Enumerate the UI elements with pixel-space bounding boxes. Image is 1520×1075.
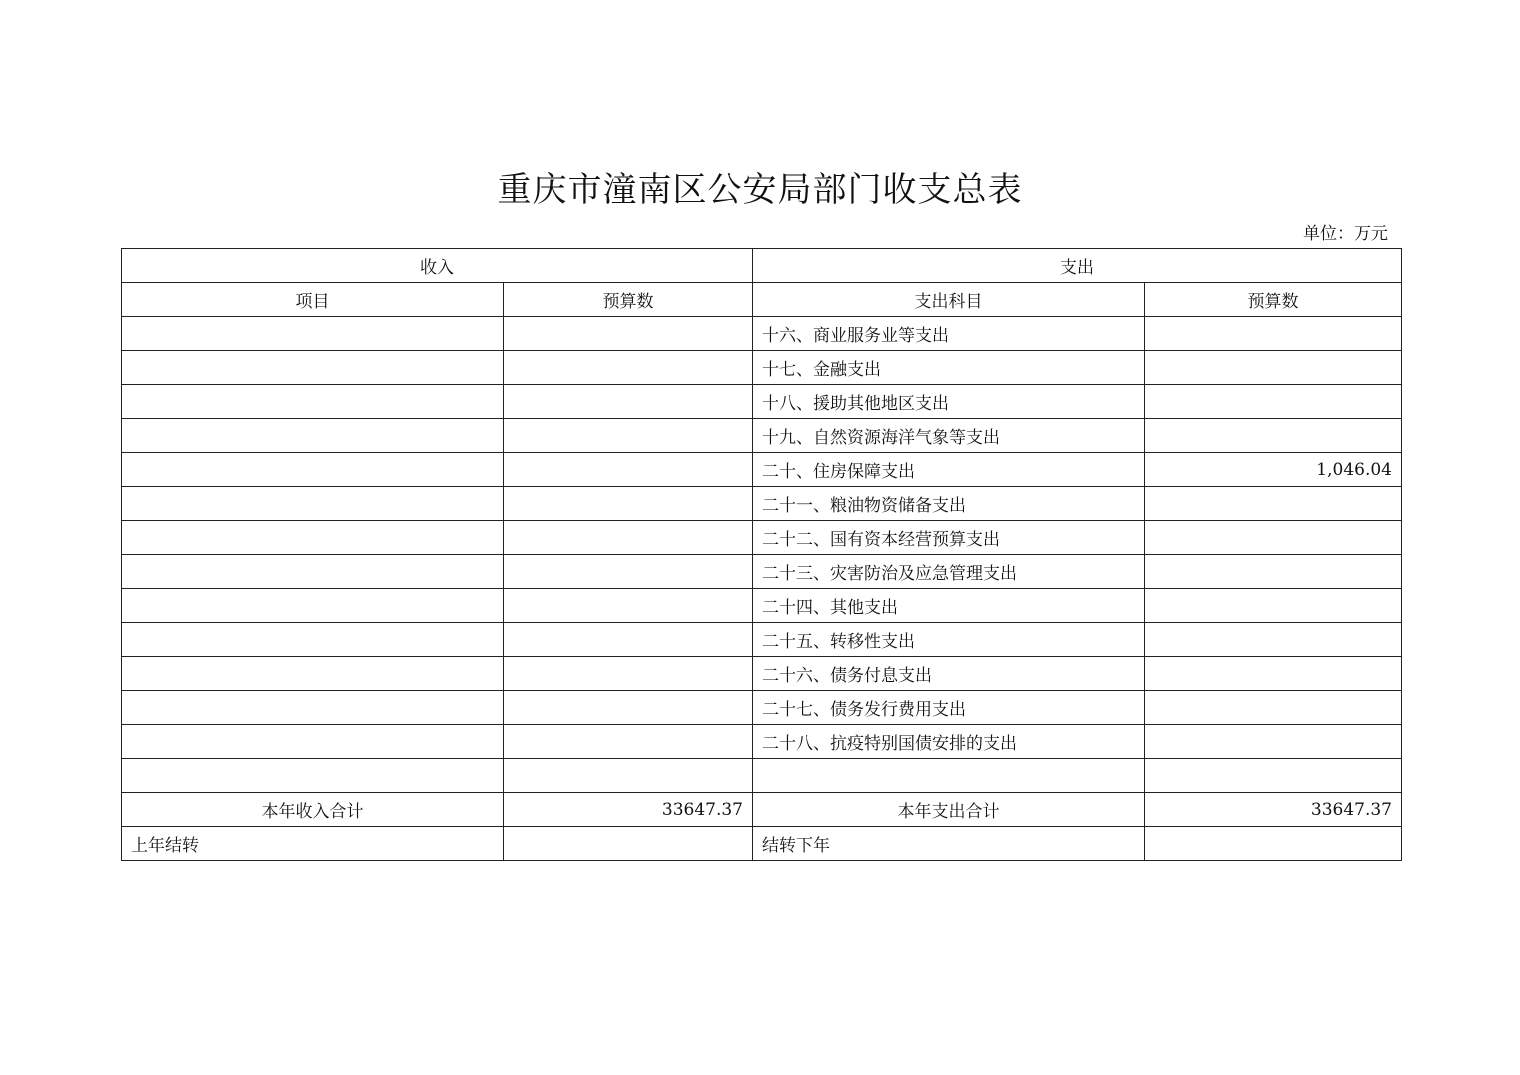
expense-item-cell: 二十一、粮油物资储备支出: [753, 487, 1145, 521]
income-total-label: 本年收入合计: [122, 793, 504, 827]
table-row: [122, 555, 1402, 589]
column-header-row: [122, 283, 1402, 317]
expense-item-cell: 二十七、债务发行费用支出: [753, 691, 1145, 725]
expense-budget-cell: [1145, 589, 1402, 623]
expense-budget-cell: [1145, 487, 1402, 521]
expense-budget-cell: [1145, 691, 1402, 725]
table-row: [122, 385, 1402, 419]
income-item-cell: [122, 657, 504, 691]
expense-budget-cell: [1145, 725, 1402, 759]
page-title: 重庆市潼南区公安局部门收支总表: [497, 170, 1023, 210]
carry-out-value: [1145, 827, 1402, 861]
income-item-cell: [122, 521, 504, 555]
group-header-row: [122, 249, 1402, 283]
income-item-cell: [122, 623, 504, 657]
expense-item-cell: 二十六、债务付息支出: [753, 657, 1145, 691]
expense-item-cell: 二十三、灾害防治及应急管理支出: [753, 555, 1145, 589]
income-budget-cell: [504, 589, 753, 623]
income-budget-cell: [504, 385, 753, 419]
carry-out-label: 结转下年: [753, 827, 1145, 861]
income-budget-cell: [504, 351, 753, 385]
table-body: [122, 249, 1402, 861]
table-row: [122, 487, 1402, 521]
expense-item-cell: 十八、援助其他地区支出: [753, 385, 1145, 419]
income-item-cell: [122, 453, 504, 487]
income-item-cell: [122, 385, 504, 419]
income-item-cell: [122, 589, 504, 623]
carry-row: [122, 827, 1402, 861]
income-item-cell: [122, 317, 504, 351]
table-row: [122, 623, 1402, 657]
expense-budget-header: 预算数: [1145, 283, 1402, 317]
expense-total-label: 本年支出合计: [753, 793, 1145, 827]
expense-budget-cell: [1145, 419, 1402, 453]
income-item-header: 项目: [122, 283, 504, 317]
totals-row: [122, 793, 1402, 827]
expense-item-cell: 二十五、转移性支出: [753, 623, 1145, 657]
expense-budget-cell: [1145, 385, 1402, 419]
table-row: [122, 759, 1402, 793]
income-item-cell: [122, 691, 504, 725]
income-budget-cell: [504, 657, 753, 691]
table-row: [122, 589, 1402, 623]
table-row: [122, 317, 1402, 351]
expense-item-cell: 十六、商业服务业等支出: [753, 317, 1145, 351]
expense-budget-cell: [1145, 521, 1402, 555]
income-budget-cell: [504, 317, 753, 351]
income-budget-cell: [504, 725, 753, 759]
expense-item-cell: 十九、自然资源海洋气象等支出: [753, 419, 1145, 453]
table-row: [122, 691, 1402, 725]
expense-item-cell: [753, 759, 1145, 793]
income-budget-cell: [504, 691, 753, 725]
income-budget-header: 预算数: [504, 283, 753, 317]
income-item-cell: [122, 487, 504, 521]
expense-item-cell: 二十、住房保障支出: [753, 453, 1145, 487]
income-item-cell: [122, 759, 504, 793]
expense-budget-cell: 1,046.04: [1145, 453, 1402, 487]
expense-item-cell: 二十四、其他支出: [753, 589, 1145, 623]
expense-item-cell: 二十二、国有资本经营预算支出: [753, 521, 1145, 555]
table-row: [122, 419, 1402, 453]
carry-in-label: 上年结转: [122, 827, 504, 861]
expense-group-header: 支出: [753, 249, 1402, 283]
table-row: [122, 725, 1402, 759]
income-budget-cell: [504, 759, 753, 793]
table-row: [122, 657, 1402, 691]
table-row: [122, 351, 1402, 385]
table-row: [122, 521, 1402, 555]
income-budget-cell: [504, 419, 753, 453]
budget-summary-table: [121, 248, 1402, 861]
income-budget-cell: [504, 623, 753, 657]
expense-budget-cell: [1145, 623, 1402, 657]
unit-label: 单位：万元: [1303, 224, 1388, 244]
expense-total-value: 33647.37: [1145, 793, 1402, 827]
expense-item-cell: 二十八、抗疫特别国债安排的支出: [753, 725, 1145, 759]
expense-budget-cell: [1145, 555, 1402, 589]
expense-budget-cell: [1145, 351, 1402, 385]
income-group-header: 收入: [122, 249, 753, 283]
expense-item-cell: 十七、金融支出: [753, 351, 1145, 385]
income-item-cell: [122, 419, 504, 453]
income-budget-cell: [504, 487, 753, 521]
table-row: [122, 453, 1402, 487]
income-budget-cell: [504, 521, 753, 555]
income-item-cell: [122, 725, 504, 759]
income-item-cell: [122, 555, 504, 589]
expense-item-header: 支出科目: [753, 283, 1145, 317]
carry-in-value: [504, 827, 753, 861]
income-total-value: 33647.37: [504, 793, 753, 827]
income-budget-cell: [504, 555, 753, 589]
expense-budget-cell: [1145, 317, 1402, 351]
income-item-cell: [122, 351, 504, 385]
income-budget-cell: [504, 453, 753, 487]
expense-budget-cell: [1145, 657, 1402, 691]
expense-budget-cell: [1145, 759, 1402, 793]
